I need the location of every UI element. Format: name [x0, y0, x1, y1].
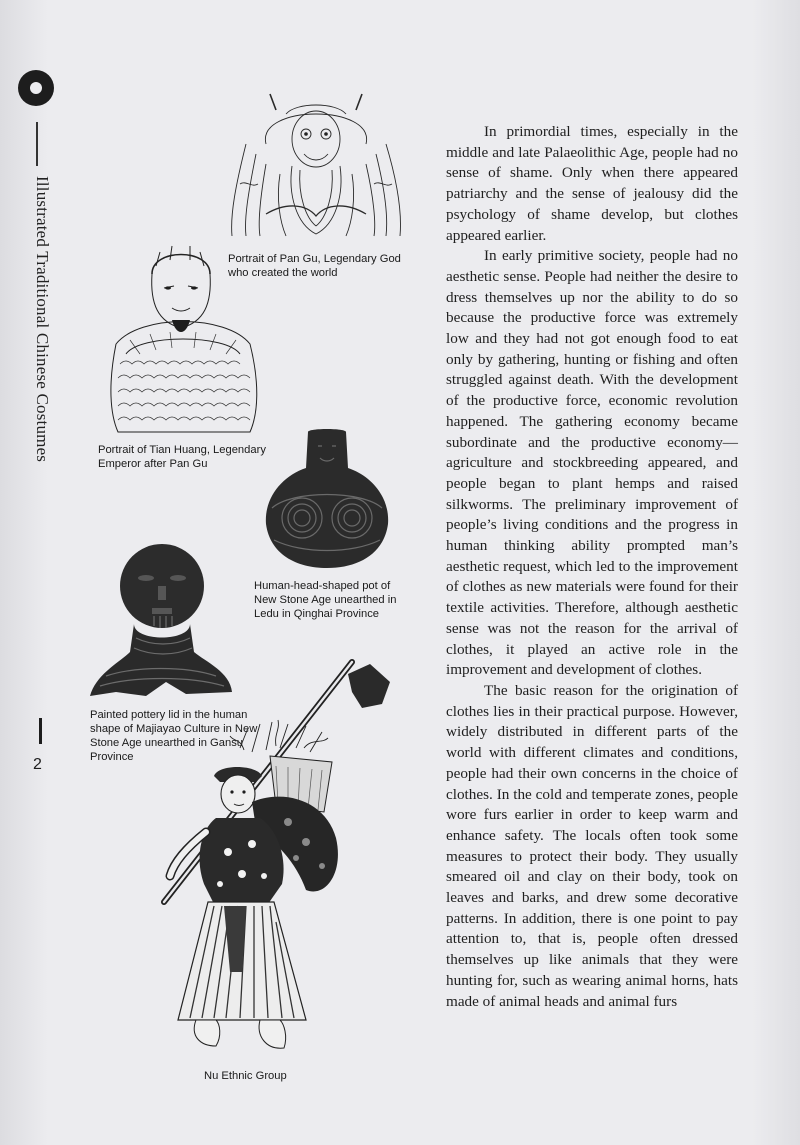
page-number: 2	[33, 756, 42, 773]
nu-figure-illustration	[156, 652, 392, 1064]
caption-lid: Painted pottery lid in the human shape of Majiayao Culture in New Stone Age unearthed in Gansu Province	[90, 709, 258, 763]
paragraph-1: In primordial times, especially in the middle and late Palaeolithic Age, people had no sense of shame. Only when there appeared patriarchy and the sense of jealousy did the psychology of shame develop, but clothes appeared earlier.	[446, 123, 738, 244]
page-mark	[39, 718, 42, 744]
caption-nu: Nu Ethnic Group	[204, 1070, 287, 1082]
pan-gu-illustration	[226, 84, 406, 240]
paragraph-2: In early primitive society, people had no aesthetic sense. People had neither the desire to dress themselves up nor the ability to do so because the productive force was extremely low and they had not got enough food to eat only by gathering, hunting or fishing and often struggled against death. With the development of the productive force, economic revolution happened. The gathering economy became subordinate and the productive economy—agriculture and stockbreeding appeared, and people began to plant hemps and raised silkworms. The preliminary improvement of people’s living conditions and the progress in human thinking ability prompted man’s aesthetic request, which led to the improvement of clothes as new materials were found for their textile activities. Therefore, although aesthetic sense was not the reason for the arrival of clothes, it played an active role in the improvement and development of clothes.	[446, 247, 738, 679]
tian-huang-illustration	[100, 244, 268, 434]
ring-ornament-icon	[18, 70, 54, 106]
caption-pot: Human-head-shaped pot of New Stone Age unearthed in Ledu in Qinghai Province	[254, 580, 397, 620]
caption-tian-huang: Portrait of Tian Huang, Legendary Emperor after Pan Gu	[98, 444, 266, 470]
paragraph-3: The basic reason for the origination of clothes lies in their practical purpose. However, widely distributed in different parts of the world with different climates and conditions, people had their own concerns in the choice of clothes. In the cold and temperate zones, people wore furs earlier in order to keep warm and enhance safety. The locals often took some measures to protect their body. They usually smeared oil and clay on their body, took on leaves and barks, and drew some decorative patterns. In addition, there is one point to pay attention to, that is, people often dressed themselves up like animals that they were hunting for, such as wearing animal horns, hats made of animal heads and animal furs	[446, 681, 738, 1010]
caption-pan-gu: Portrait of Pan Gu, Legendary God who created the world	[228, 253, 401, 279]
running-title: Illustrated Traditional Chinese Costumes	[33, 176, 52, 463]
margin-rule	[36, 122, 38, 166]
body-text-column	[446, 122, 738, 1012]
head-pot-illustration	[262, 428, 392, 570]
